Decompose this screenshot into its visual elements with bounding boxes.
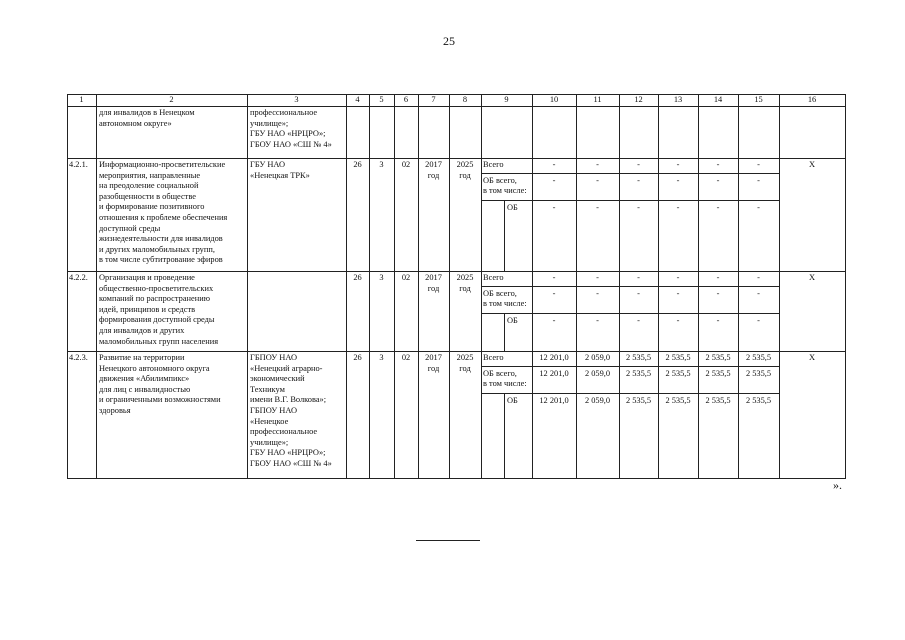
executor-line: имени В.Г. Волкова»; [250,395,327,405]
value-sub: - [757,203,760,212]
column-header-8: 8 [462,95,468,104]
column-border [67,94,68,479]
year-unit: год [459,363,471,373]
funding-ob-label: в том числе: [483,299,527,308]
executor-line: училище»; [250,118,289,128]
column-16-mark: Х [808,160,816,169]
value-sub: 2 059,0 [584,396,611,405]
description-line: Информационно-просветительские [99,160,226,169]
value-total: - [552,273,556,282]
column-16-mark: Х [808,273,816,282]
value-ob: - [552,176,556,185]
value-total: 2 535,5 [705,353,731,362]
value-ob: 12 201,0 [539,369,569,378]
description-line: жизнедеятельности для инвалидов [99,234,223,244]
executor-line: ГБОУ НАО «СШ № 4» [250,459,332,468]
value-total: - [637,160,640,169]
column-header-16: 16 [807,95,817,104]
column-header-7: 7 [431,95,436,104]
code-col-5: 3 [379,273,384,282]
code-col-5: 3 [379,160,384,169]
subrow-column-border [504,393,505,478]
year-unit: год [459,283,471,293]
code-col-5: 3 [379,353,384,362]
subrow-border [481,200,780,201]
column-header-12: 12 [634,95,643,104]
value-total: - [596,160,599,169]
column-border [96,94,97,479]
value-sub: - [637,203,640,212]
funding-ob-label: в том числе: [483,186,527,195]
column-header-9: 9 [504,95,509,104]
executor-line: училище»; [250,437,289,447]
description-line: доступной среды [99,223,161,233]
column-header-6: 6 [403,95,409,104]
description-line: и ограниченными возможностями [99,395,221,405]
funding-ob-label: ОБ всего, [483,289,517,298]
closing-quote-mark: ». [833,478,842,492]
code-col-6: 02 [401,353,411,362]
funding-ob-label: в том числе: [483,379,527,388]
value-total: - [676,273,680,282]
value-sub: 2 535,5 [705,396,731,405]
description-line: и других маломобильных групп, [99,244,215,254]
year-end: 2025 [456,353,474,362]
subrow-border [481,366,780,367]
description-line: для инвалидов и других [99,326,185,335]
value-total: - [676,160,680,169]
row-border [67,158,846,159]
subrow-border [481,173,780,174]
value-sub: - [596,316,599,325]
value-sub: - [676,203,680,212]
column-border [346,94,347,479]
description-line: для лиц с инвалидностью [99,384,191,394]
year-start: 2017 [425,353,442,362]
code-col-6: 02 [401,273,411,282]
description-line: для инвалидов в Ненецком [99,108,195,117]
row-border [67,351,846,352]
description-line: автономном округе» [99,118,172,128]
description-line: и формирование позитивного [99,202,205,212]
value-ob: 2 535,5 [625,369,652,378]
value-ob: 2 535,5 [745,369,772,378]
description-line: движения «Абилимпикс» [99,374,190,384]
value-sub: 12 201,0 [539,396,569,405]
row-number: 4.2.3. [69,353,88,362]
year-start: 2017 [425,160,442,169]
value-total: - [757,273,760,282]
value-ob: - [596,176,599,185]
funding-ob-label: ОБ всего, [483,176,517,185]
value-sub: - [716,203,720,212]
description-line: разобщенности в обществе [99,191,196,201]
value-total: - [637,273,640,282]
code-col-4: 26 [353,353,362,362]
description-line: мероприятия, направленные [99,170,201,180]
value-total: 2 059,0 [584,353,611,362]
column-header-3: 3 [294,95,299,104]
column-border [845,94,846,479]
value-total: - [716,160,720,169]
footer-separator-line [416,540,480,541]
funding-total-label: Всего [483,160,504,169]
year-unit: год [427,170,440,180]
value-sub: - [596,203,599,212]
executor-line: ГБПОУ НАО [250,353,298,362]
column-header-2: 2 [169,95,174,104]
header-bottom-border [67,106,846,107]
column-16-mark: Х [808,353,816,362]
year-unit: год [427,363,440,373]
funding-total-label: Всего [483,273,504,282]
subrow-border [481,286,780,287]
funding-ob-label: ОБ всего, [483,369,517,378]
value-ob: - [716,176,720,185]
executor-line: ГБОУ НАО «СШ № 4» [250,139,332,149]
code-col-6: 02 [401,160,411,169]
value-ob: - [757,176,760,185]
funding-total-label: Всего [483,353,504,362]
row-number: 4.2.1. [69,160,88,169]
column-header-4: 4 [355,95,360,104]
value-sub: - [552,203,556,212]
subrow-border [481,313,780,314]
value-ob: - [596,289,599,298]
value-sub: - [676,316,680,325]
description-line: маломобильных групп населения [99,336,219,346]
value-sub: 2 535,5 [745,396,772,405]
value-ob: - [676,176,680,185]
value-ob: 2 535,5 [665,369,691,378]
executor-line: «Ненецкий аграрно- [250,363,323,373]
value-total: 2 535,5 [625,353,652,362]
value-sub: - [757,316,760,325]
executor-line: ГБУ НАО «НРЦРО»; [250,448,326,458]
value-ob: - [552,289,556,298]
value-total: 12 201,0 [539,353,569,362]
executor-line: экономический [250,374,305,384]
value-total: - [757,160,760,169]
column-header-1: 1 [79,95,84,104]
year-start: 2017 [425,273,442,282]
description-line: Организация и проведение [99,273,195,282]
row-number: 4.2.2. [69,273,88,282]
column-header-11: 11 [593,95,602,104]
description-line: Развитие на территории [99,353,185,362]
description-line: общественно-просветительских [99,283,214,293]
subrow-column-border [504,200,505,271]
description-line: в том числе субтитрование эфиров [99,255,223,265]
column-header-14: 14 [713,95,723,104]
description-line: идей, принципов и средств [99,304,196,314]
code-col-4: 26 [353,160,362,169]
column-border [369,94,370,479]
funding-sub-label: ОБ [507,396,518,405]
funding-sub-label: ОБ [507,203,518,212]
value-ob: - [637,176,640,185]
column-header-15: 15 [754,95,763,104]
year-unit: год [459,170,471,180]
value-ob: - [716,289,720,298]
value-total: - [552,160,556,169]
year-unit: год [427,283,440,293]
column-border [247,94,248,479]
code-col-4: 26 [353,273,362,282]
value-sub: 2 535,5 [625,396,652,405]
executor-line: профессиональное [250,427,318,437]
value-ob: - [637,289,640,298]
funding-sub-label: ОБ [507,316,518,325]
executor-line: Техникум [250,384,285,394]
table-bottom-border [67,478,846,479]
executor-line: ГБПОУ НАО [250,406,298,415]
value-sub: - [552,316,556,325]
value-sub: 2 535,5 [665,396,691,405]
value-ob: 2 535,5 [705,369,731,378]
value-sub: - [716,316,720,325]
year-end: 2025 [456,273,474,282]
executor-line: «Ненецкое [250,416,289,426]
column-header-10: 10 [549,95,559,104]
value-total: 2 535,5 [745,353,772,362]
executor-line: «Ненецкая ТРК» [250,170,310,180]
executor-line: ГБУ НАО [250,160,286,169]
value-ob: 2 059,0 [584,369,611,378]
value-ob: - [676,289,680,298]
subrow-border [481,393,780,394]
description-line: компаний по распространению [99,294,210,304]
value-total: - [716,273,720,282]
executor-line: ГБУ НАО «НРЦРО»; [250,129,326,139]
description-line: здоровья [99,406,131,415]
column-header-13: 13 [673,95,683,104]
description-line: формирования доступной среды [99,315,215,325]
value-total: - [596,273,599,282]
value-total: 2 535,5 [665,353,691,362]
description-line: Ненецкого автономного округа [99,363,210,373]
description-line: отношения к проблеме обеспечения [99,213,228,222]
page-number: 25 [443,34,455,48]
value-ob: - [757,289,760,298]
column-header-5: 5 [379,95,384,104]
executor-line: профессиональное [250,108,318,117]
row-border [67,271,846,272]
value-sub: - [637,316,640,325]
year-end: 2025 [456,160,474,169]
column-border [394,94,395,479]
subrow-column-border [504,313,505,351]
description-line: на преодоление социальной [99,181,199,191]
